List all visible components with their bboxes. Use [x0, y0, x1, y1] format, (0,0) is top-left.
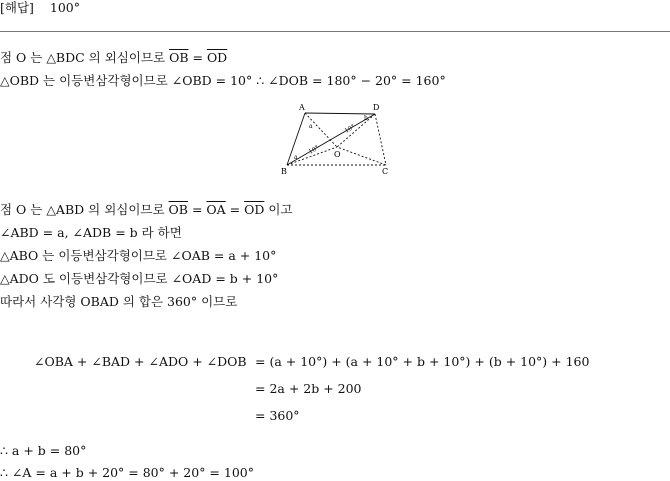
angle-a-b: a — [294, 154, 298, 161]
label-o: O — [334, 150, 341, 159]
segment-od: $\overline{OD}$ — [244, 202, 265, 217]
segment-ob: $\overline{OB}$ — [169, 50, 189, 65]
solution-line-6: △ADO 도 이등변삼각형이므로 ∠OAD = b + 10° — [0, 271, 279, 286]
segment-od: $\overline{OD}$ — [206, 50, 228, 65]
segment-co — [337, 147, 386, 165]
angle-10-b: 10° — [307, 144, 321, 156]
label-d: D — [373, 103, 380, 112]
segment-ob: $\overline{OB}$ — [168, 202, 188, 217]
answer-label: [해답] — [0, 0, 34, 15]
label-b: B — [281, 167, 287, 176]
equation-lhs: ∠OBA + ∠BAD + ∠ADO + ∠DOB — [34, 354, 247, 369]
answer-value: 100° — [49, 0, 80, 15]
angle-a: a — [309, 123, 313, 130]
equation-rhs-1: = (a + 10°) + (a + 10° + b + 10°) + (b + 10°) + 160 — [255, 354, 590, 369]
solution-line-2: △OBD 는 이등변삼각형이므로 ∠OBD = 10° ∴ ∠DOB = 180° − 20° = 160° — [0, 73, 446, 88]
solution-line-7: 따라서 사각형 OBAD 의 합은 360° 이므로 — [0, 294, 238, 309]
line-text: 이고 — [264, 202, 293, 217]
equation-rhs-3: = 360° — [255, 408, 300, 423]
equals-sign: = — [188, 50, 207, 65]
solution-line-5: △ABO 는 이등변삼각형이므로 ∠OAB = a + 10° — [0, 248, 277, 263]
segment-ad — [305, 113, 375, 114]
solution-line-4: ∠ABD = a, ∠ADB = b 라 하면 — [0, 225, 182, 240]
equals-sign: = — [187, 202, 207, 217]
equation-rhs-2: = 2a + 2b + 200 — [255, 381, 362, 396]
segment-oa: $\overline{OA}$ — [206, 202, 226, 217]
conclusion-line-2: ∴ ∠A = a + b + 20° = 80° + 20° = 100° — [0, 465, 254, 480]
answer-line — [0, 0, 80, 16]
angle-10-d: 10° — [343, 123, 357, 135]
segment-dc — [375, 114, 386, 165]
solution-line-1 — [0, 50, 227, 66]
solution-line-3 — [0, 202, 293, 218]
line-text: 점 O 는 △BDC 의 외심이므로 — [0, 50, 170, 65]
geometry-figure — [280, 102, 400, 178]
line-text: 점 O 는 △ABD 의 외심이므로 — [0, 202, 169, 217]
segment-do — [337, 114, 375, 147]
angle-b: b — [364, 115, 368, 122]
divider — [0, 31, 670, 32]
label-a: A — [299, 103, 305, 112]
segment-bd — [287, 114, 375, 165]
label-c: C — [382, 167, 389, 176]
equals-sign: = — [225, 202, 245, 217]
conclusion-line-1: ∴ a + b = 80° — [0, 443, 87, 458]
segment-ao — [305, 113, 337, 147]
